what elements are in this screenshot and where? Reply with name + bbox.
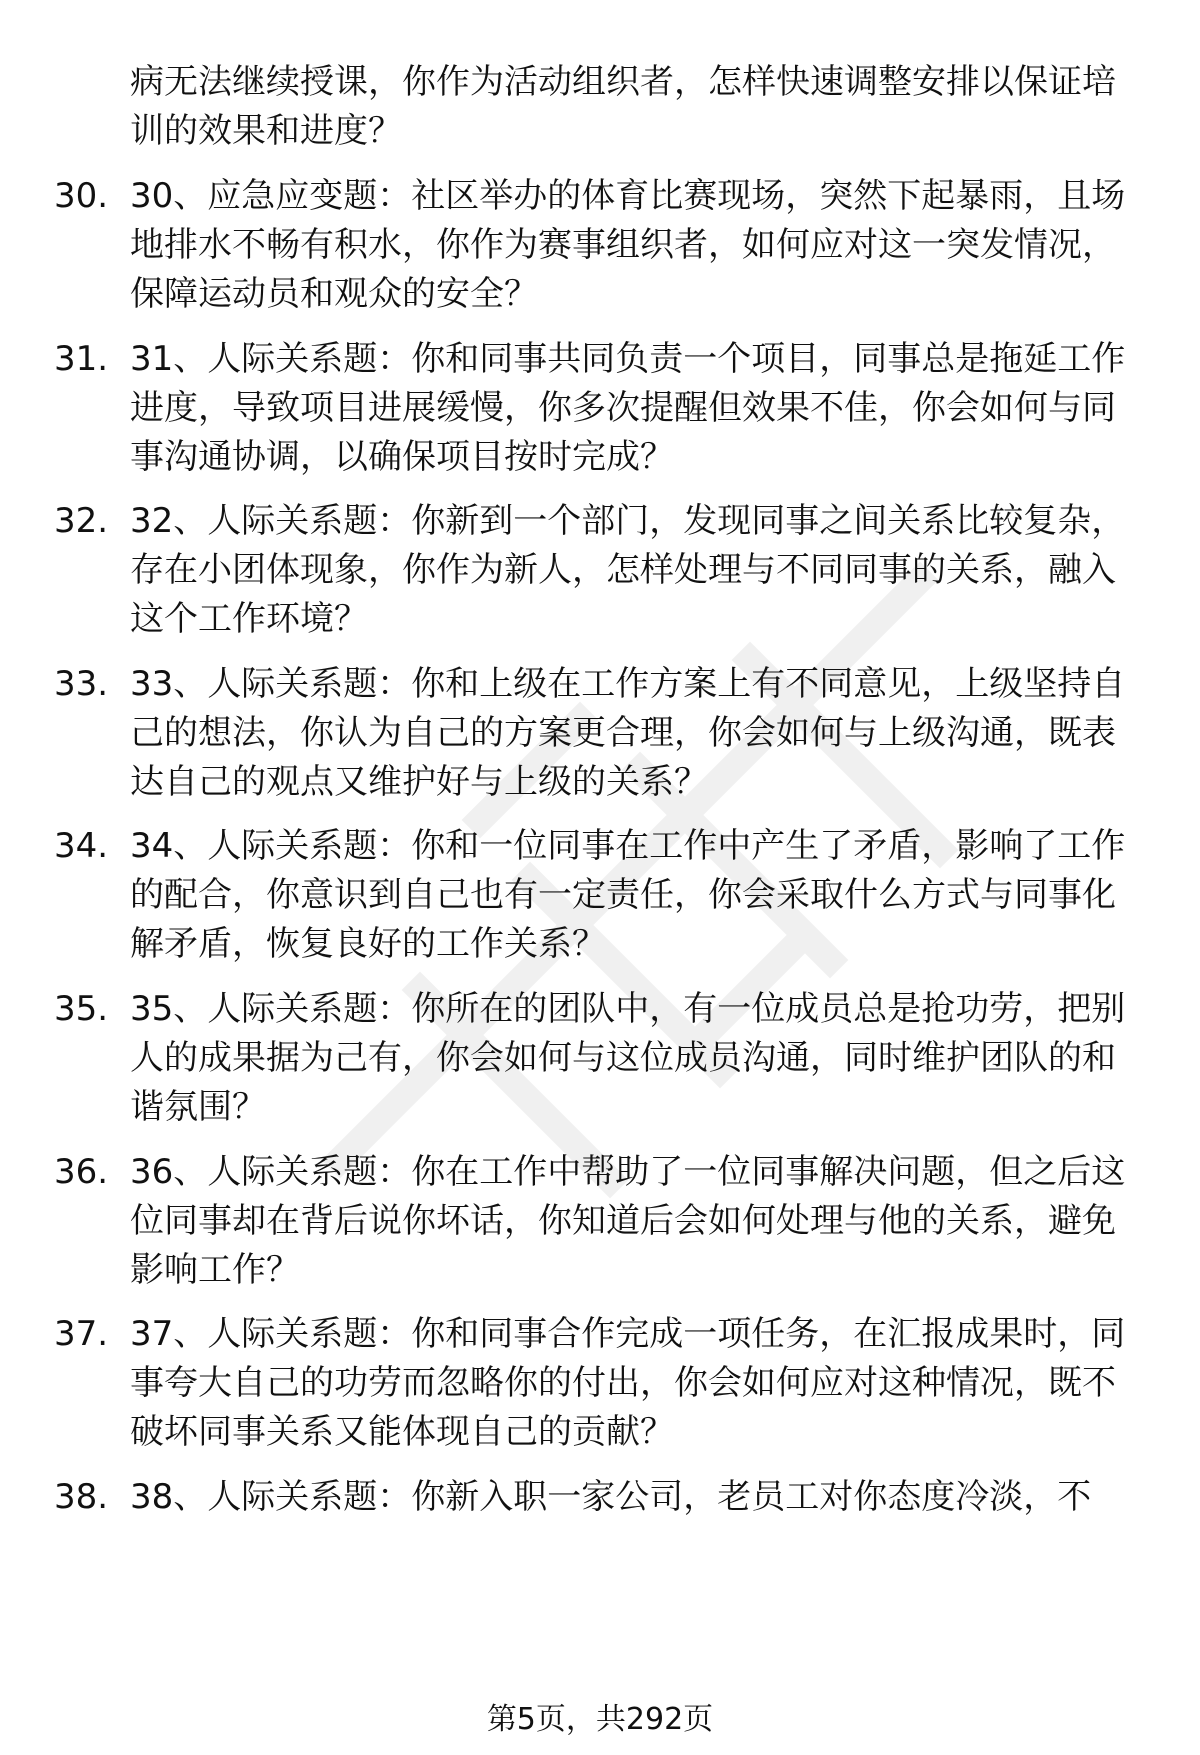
question-text: 32、人际关系题：你新到一个部门，发现同事之间关系比较复杂，存在小团体现象，你作为新人，怎样处理与不同同事的关系，融入这个工作环境？ — [130, 501, 1126, 639]
question-text: 36、人际关系题：你在工作中帮助了一位同事解决问题，但之后这位同事却在背后说你坏话，你知道后会如何处理与他的关系，避免影响工作？ — [130, 1152, 1126, 1290]
question-text: 33、人际关系题：你和上级在工作方案上有不同意见，上级坚持自己的想法，你认为自己的方案更合理，你会如何与上级沟通，既表达自己的观点又维护好与上级的关系？ — [130, 664, 1126, 802]
continuation-text: 病无法继续授课，你作为活动组织者，怎样快速调整安排以保证培训的效果和进度？ — [130, 62, 1116, 151]
question-text: 34、人际关系题：你和一位同事在工作中产生了矛盾，影响了工作的配合，你意识到自己也有一定责任，你会采取什么方式与同事化解矛盾，恢复良好的工作关系？ — [130, 826, 1126, 964]
question-number: 35. — [54, 989, 109, 1029]
question-number: 34. — [54, 826, 109, 866]
question-number: 31. — [54, 339, 109, 379]
question-number: 38. — [54, 1477, 109, 1517]
page-footer: 第5页，共292页 — [486, 1702, 714, 1737]
question-number: 32. — [54, 501, 109, 541]
question-number: 37. — [54, 1314, 109, 1354]
question-text: 31、人际关系题：你和同事共同负责一个项目，同事总是拖延工作进度，导致项目进展缓慢，你多次提醒但效果不佳，你会如何与同事沟通协调，以确保项目按时完成？ — [130, 339, 1126, 477]
question-number: 33. — [54, 664, 109, 704]
question-text: 35、人际关系题：你所在的团队中，有一位成员总是抢功劳，把别人的成果据为己有，你会如何与这位成员沟通，同时维护团队的和谐氛围？ — [130, 989, 1126, 1127]
question-number: 36. — [54, 1152, 109, 1192]
question-number: 30. — [54, 176, 109, 216]
question-text: 38、人际关系题：你新入职一家公司，老员工对你态度冷淡，不 — [130, 1477, 1092, 1517]
question-text: 30、应急应变题：社区举办的体育比赛现场，突然下起暴雨，且场地排水不畅有积水，你作为赛事组织者，如何应对这一突发情况，保障运动员和观众的安全？ — [130, 176, 1126, 314]
question-text: 37、人际关系题：你和同事合作完成一项任务，在汇报成果时，同事夸大自己的功劳而忽略你的付出，你会如何应对这种情况，既不破坏同事关系又能体现自己的贡献？ — [130, 1314, 1126, 1452]
